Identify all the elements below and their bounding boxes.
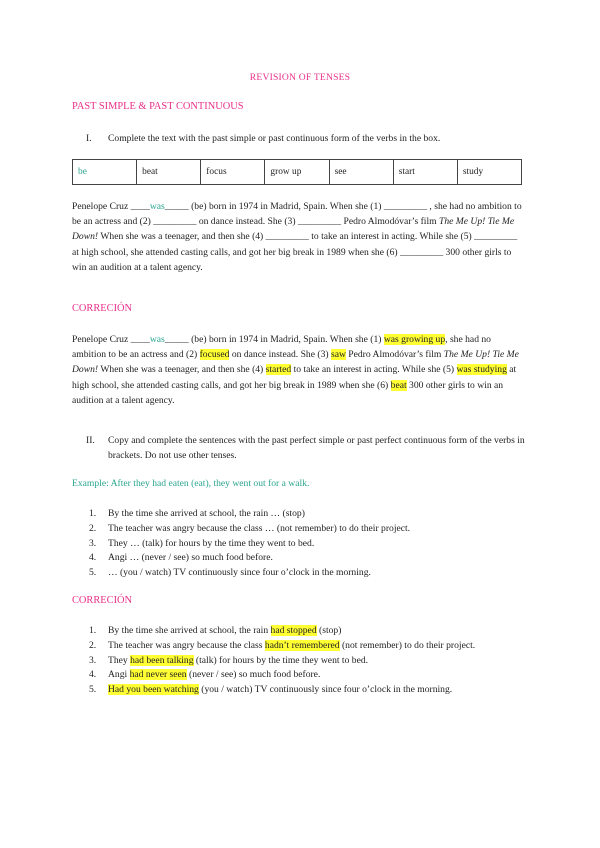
item-number: 3. bbox=[89, 537, 97, 549]
verb-cell: see bbox=[329, 160, 393, 185]
item-number: 3. bbox=[89, 654, 97, 666]
item-number: 5. bbox=[89, 567, 97, 579]
example-sentence: Example: After they had eaten (eat), they went out for a walk. bbox=[72, 478, 310, 489]
item-number: 5. bbox=[89, 684, 97, 696]
highlighted-answer: focused bbox=[199, 349, 230, 361]
item-number: 2. bbox=[89, 639, 97, 651]
verb-cell: beat bbox=[137, 160, 201, 185]
highlighted-answer: had stopped bbox=[270, 625, 317, 636]
verb-cell: grow up bbox=[265, 160, 329, 185]
instruction-text: Copy and complete the sentences with the past perfect simple or past perfect continuous form of the verbs in brackets. Do not use other tenses. bbox=[108, 435, 525, 461]
list-item bbox=[72, 507, 526, 522]
correction-heading-1: CORRECIÓN bbox=[72, 303, 133, 314]
example-answer: was bbox=[149, 201, 165, 212]
item-text: They bbox=[108, 654, 131, 666]
item-text: Angi bbox=[108, 669, 130, 681]
list-item bbox=[72, 654, 526, 669]
item-text: (stop) bbox=[316, 625, 342, 636]
highlighted-answer: started bbox=[265, 364, 292, 376]
blank-line: ____ bbox=[130, 201, 150, 212]
item-text: (never / see) so much food before. bbox=[186, 669, 321, 681]
list-item bbox=[72, 522, 526, 537]
film-title: The Me Up! Tie Me Down! bbox=[72, 216, 515, 243]
text-segment: When she was a teenager, and then she (4) _________ to take an interest in acting. While she (5) _________ at high school, she attended casting calls, and got her big break in 1989 when she (6) _________ 300 other girls to win an audition at a talent agency. bbox=[72, 231, 518, 273]
text-segment: Penelope Cruz bbox=[72, 334, 131, 345]
list-item bbox=[72, 537, 526, 552]
text-segment: When she was a teenager, and then she (4) bbox=[98, 364, 266, 376]
correction-heading-2: CORRECIÓN bbox=[72, 595, 133, 606]
text-segment: to take an interest in acting. While she (5) bbox=[291, 364, 457, 376]
answer-list bbox=[72, 624, 526, 698]
highlighted-answer: saw bbox=[330, 349, 346, 361]
item-text: They … (talk) for hours by the time they went to bed. bbox=[108, 537, 315, 549]
document-title: REVISION OF TENSES bbox=[249, 72, 351, 83]
blank-line: _____ bbox=[164, 334, 189, 345]
item-text: The teacher was angry because the class bbox=[108, 639, 265, 651]
exercise-number: II. bbox=[86, 435, 95, 446]
verb-cell: study bbox=[457, 160, 521, 185]
highlighted-answer: had been talking bbox=[130, 654, 194, 666]
item-number: 1. bbox=[89, 625, 97, 636]
text-segment: (be) born in 1974 in Madrid, Spain. When she (1) _________ , she had no ambition to be an actress and (2) _________ on dance instead. She (3) _________ Pedro Almodóvar’s film bbox=[72, 201, 522, 228]
item-number: 1. bbox=[89, 508, 97, 519]
highlighted-answer: was studying bbox=[456, 364, 507, 376]
text-segment: Penelope Cruz bbox=[72, 201, 131, 212]
blank-line: _____ bbox=[164, 201, 189, 212]
list-item bbox=[72, 551, 526, 566]
list-item bbox=[72, 566, 526, 581]
blank-line: ____ bbox=[130, 334, 150, 345]
item-text: (you / watch) TV continuously since four o’clock in the morning. bbox=[198, 684, 453, 696]
section1-heading: PAST SIMPLE & PAST CONTINUOUS bbox=[72, 101, 244, 112]
item-number: 4. bbox=[89, 669, 97, 681]
answer-text bbox=[72, 332, 526, 408]
item-text: … (you / watch) TV continuously since four o’clock in the morning. bbox=[108, 567, 371, 579]
verb-box bbox=[72, 159, 522, 185]
text-segment: 300 other girls to win an audition at a talent agency. bbox=[72, 379, 504, 406]
item-text: (talk) for hours by the time they went to bed. bbox=[193, 654, 369, 666]
highlighted-answer: hadn’t remembered bbox=[264, 639, 340, 651]
item-text: The teacher was angry because the class … (not remember) to do their project. bbox=[108, 522, 411, 534]
exercise-number: I. bbox=[86, 133, 92, 144]
list-item bbox=[72, 639, 526, 654]
item-text: (not remember) to do their project. bbox=[339, 639, 476, 651]
exercise-text bbox=[72, 199, 526, 275]
example-answer: was bbox=[149, 334, 165, 345]
text-segment: Pedro Almodóvar’s film bbox=[345, 349, 444, 361]
item-number: 2. bbox=[89, 522, 97, 534]
text-segment: on dance instead. She (3) bbox=[229, 349, 331, 361]
item-text: By the time she arrived at school, the rain bbox=[108, 625, 271, 636]
list-item bbox=[72, 683, 526, 698]
instruction-text: Complete the text with the past simple or past continuous form of the verbs in the box. bbox=[108, 133, 441, 144]
highlighted-answer: had never seen bbox=[129, 669, 187, 681]
item-text: Angi … (never / see) so much food before. bbox=[108, 552, 273, 564]
text-segment: (be) born in 1974 in Madrid, Spain. When she (1) bbox=[188, 334, 384, 345]
highlighted-answer: was growing up bbox=[383, 334, 446, 345]
item-text: By the time she arrived at school, the rain … (stop) bbox=[108, 508, 305, 519]
text-segment: , she had no ambition to be an actress and (2) bbox=[72, 334, 491, 361]
film-title: The Me Up! Tie Me Down! bbox=[72, 349, 519, 376]
verb-cell: focus bbox=[201, 160, 265, 185]
item-number: 4. bbox=[89, 552, 97, 564]
highlighted-answer: Had you been watching bbox=[108, 684, 199, 696]
list-item bbox=[72, 624, 526, 639]
list-item bbox=[72, 668, 526, 683]
verb-cell: be bbox=[73, 160, 137, 185]
exercise-list bbox=[72, 507, 526, 581]
verb-cell: start bbox=[393, 160, 457, 185]
highlighted-answer: beat bbox=[390, 379, 407, 391]
text-segment: at high school, she attended casting calls, and got her big break in 1989 when she (6) bbox=[72, 364, 517, 391]
